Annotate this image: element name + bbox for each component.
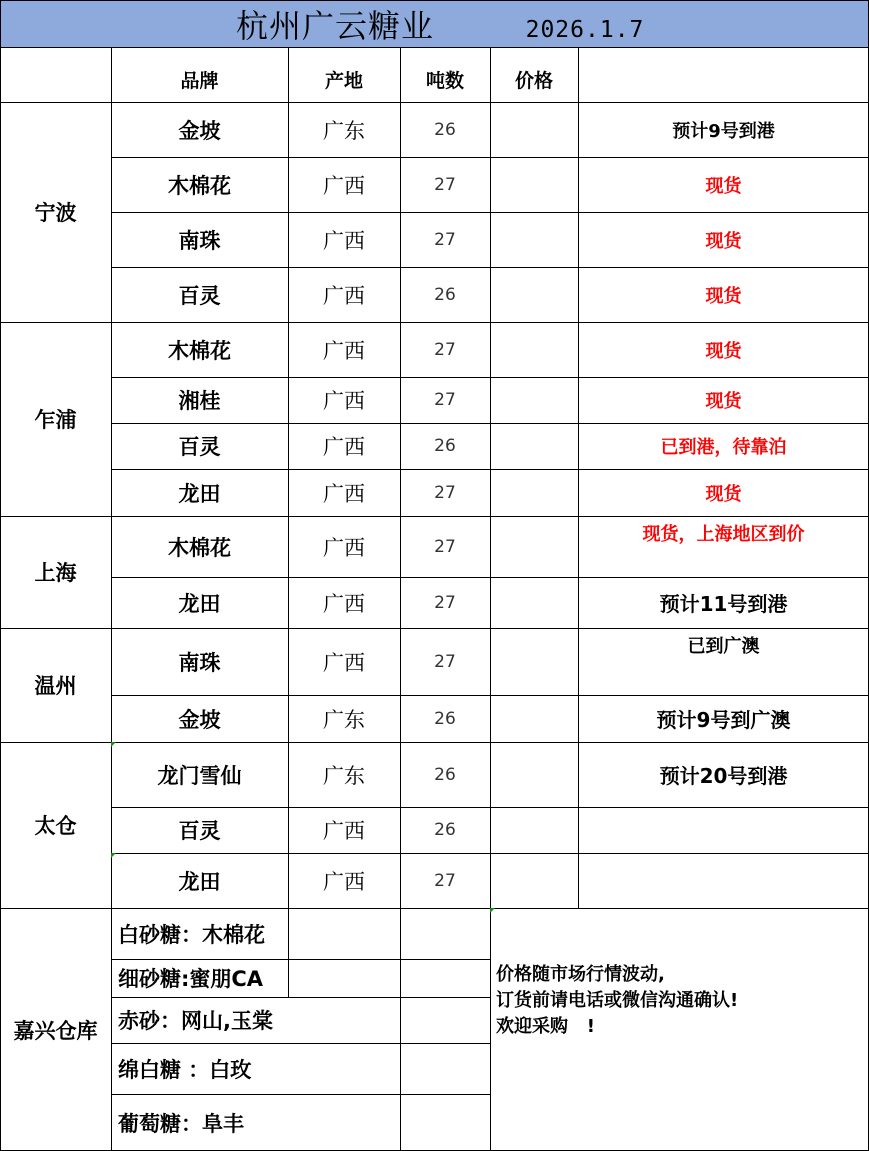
- city-shanghai: 上海: [34, 561, 77, 585]
- grid-v-line: [400, 908, 401, 1151]
- brand-cell: 龙田: [178, 481, 221, 506]
- report-date: 2026.1.7: [525, 16, 645, 43]
- brand-cell: 金坡: [178, 707, 221, 732]
- tons-cell: 27: [434, 651, 456, 672]
- origin-cell: 广西: [323, 389, 365, 413]
- price-cell: [490, 102, 578, 157]
- grid-v-line: [288, 47, 289, 908]
- status-cell: 现货: [705, 391, 742, 412]
- price-cell: [490, 377, 578, 423]
- tons-cell: 27: [434, 390, 456, 410]
- tons-cell: 27: [434, 592, 456, 613]
- status-cell: 预计9号到广澳: [656, 708, 791, 732]
- grid-h-line: [0, 102, 869, 103]
- brand-cell: 百灵: [178, 435, 221, 459]
- warehouse-item: 白砂糖：木棉花: [118, 922, 265, 947]
- origin-cell: 广西: [323, 228, 365, 253]
- city-wenzhou: 温州: [34, 674, 77, 698]
- origin-cell: 广西: [323, 173, 365, 198]
- price-cell: [490, 853, 578, 908]
- status-cell: 现货: [705, 285, 742, 307]
- status-cell: 现货，上海地区到价: [642, 524, 805, 545]
- tons-cell: 26: [434, 119, 456, 140]
- warehouse-item: 葡萄糖：阜丰: [118, 1111, 244, 1136]
- price-cell: [490, 742, 578, 807]
- status-cell: 预计9号到港: [672, 120, 775, 142]
- brand-cell: 龙田: [178, 869, 221, 894]
- grid-h-line: [0, 628, 869, 629]
- price-cell: [490, 157, 578, 212]
- status-cell: 现货: [705, 340, 742, 362]
- brand-cell: 南珠: [178, 650, 221, 675]
- grid-h-line: [0, 47, 869, 48]
- warehouse-item: 赤砂：网山,玉棠: [118, 1009, 273, 1033]
- origin-cell: 广西: [323, 338, 365, 363]
- warehouse-item: 绵白糖 ：白玫: [118, 1057, 252, 1082]
- price-cell: [490, 695, 578, 742]
- price-cell: [490, 469, 578, 516]
- price-notice: [496, 962, 866, 1040]
- grid-v-line: [288, 908, 289, 997]
- comment-marker: [111, 742, 116, 747]
- status-cell: 现货: [705, 483, 742, 505]
- tons-cell: 27: [434, 482, 456, 503]
- brand-cell: 百灵: [178, 819, 221, 843]
- city-zhapu: 乍浦: [34, 408, 77, 432]
- brand-cell: 南珠: [178, 228, 221, 253]
- tons-cell: 26: [434, 708, 456, 729]
- status-cell: 已到广澳: [687, 636, 760, 657]
- tons-cell: 27: [434, 339, 456, 360]
- status-cell: 已到港，待靠泊: [660, 437, 787, 458]
- city-taicang: 太仓: [34, 814, 77, 838]
- grid-h-line: [0, 322, 869, 323]
- grid-v-line: [400, 47, 401, 908]
- origin-cell: 广西: [323, 819, 365, 843]
- origin-cell: 广东: [323, 707, 365, 732]
- grid-v-line: [490, 47, 491, 1151]
- origin-cell: 广西: [323, 650, 365, 675]
- status-cell: [578, 807, 869, 853]
- price-cell: [490, 267, 578, 322]
- grid-h-line: [0, 742, 869, 743]
- origin-cell: 广西: [323, 283, 365, 308]
- origin-cell: 广西: [323, 435, 365, 459]
- status-cell: 预计20号到港: [659, 764, 788, 788]
- brand-cell: 龙门雪仙: [157, 763, 242, 788]
- price-cell: [490, 628, 578, 695]
- city-jiaxing-warehouse: 嘉兴仓库: [13, 1018, 98, 1043]
- tons-cell: 26: [434, 820, 456, 840]
- tons-cell: 27: [434, 229, 456, 250]
- price-cell: [490, 322, 578, 377]
- header-tons: 吨数: [425, 70, 464, 92]
- company-title: 杭州广云糖业: [235, 6, 434, 45]
- tons-cell: 27: [434, 870, 456, 891]
- brand-cell: 金坡: [178, 118, 221, 143]
- comment-marker: [111, 853, 116, 858]
- origin-cell: 广西: [323, 481, 365, 506]
- price-cell: [490, 577, 578, 628]
- status-cell: 现货: [705, 230, 742, 252]
- brand-cell: 木棉花: [168, 338, 231, 363]
- header-brand: 品牌: [180, 70, 219, 92]
- brand-cell: 木棉花: [168, 535, 231, 560]
- price-cell: [490, 423, 578, 469]
- origin-cell: 广西: [323, 535, 365, 560]
- brand-cell: 龙田: [178, 591, 221, 616]
- brand-cell: 湘桂: [178, 389, 221, 413]
- tons-cell: 26: [434, 284, 456, 305]
- brand-cell: 百灵: [178, 283, 221, 308]
- origin-cell: 广西: [323, 591, 365, 616]
- tons-cell: 26: [434, 764, 456, 785]
- origin-cell: 广东: [323, 118, 365, 143]
- brand-cell: 木棉花: [168, 173, 231, 198]
- price-cell: [490, 516, 578, 577]
- status-cell: 预计11号到港: [659, 592, 788, 616]
- notice-line: 价格随市场行情波动,: [496, 964, 665, 985]
- tons-cell: 26: [434, 436, 456, 456]
- comment-marker: [490, 908, 495, 913]
- origin-cell: 广东: [323, 763, 365, 788]
- origin-cell: 广西: [323, 869, 365, 894]
- price-cell: [490, 807, 578, 853]
- tons-cell: 27: [434, 536, 456, 557]
- notice-line: 订货前请电话或微信沟通确认!: [496, 990, 739, 1011]
- status-cell: 现货: [705, 175, 742, 197]
- grid-v-line: [578, 47, 579, 908]
- grid-h-line: [0, 516, 869, 517]
- header-price: 价格: [514, 70, 553, 92]
- city-ningbo: 宁波: [34, 201, 77, 225]
- status-cell: [578, 853, 869, 908]
- grid-h-line: [0, 0, 869, 1]
- warehouse-item: 细砂糖:蜜朋CA: [118, 967, 264, 991]
- price-cell: [490, 212, 578, 267]
- tons-cell: 27: [434, 174, 456, 195]
- notice-line: 欢迎采购 !: [496, 1016, 596, 1037]
- header-origin: 产地: [324, 70, 363, 92]
